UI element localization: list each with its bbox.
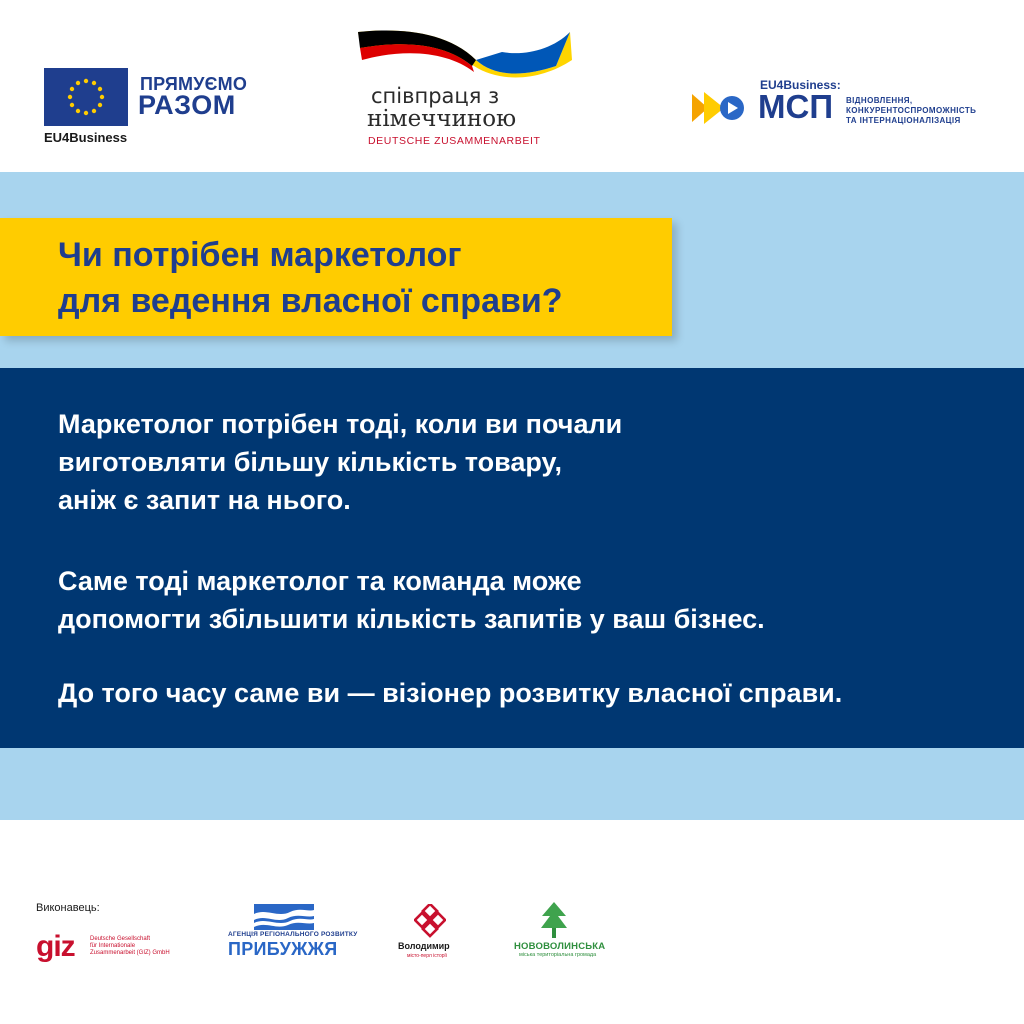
giz-logo: giz [36,930,75,963]
germany-cooperation-line1: співпраця з [371,84,500,108]
msp-description [846,96,1006,126]
paragraph-2-line: Саме тоді маркетолог та команда може [58,566,582,596]
prybuzhzhia-waves-icon [254,904,314,930]
eu-flag-icon [44,68,128,126]
eu-tagline-top: ПРЯМУЄМО [140,74,248,94]
germany-cooperation-line3: DEUTSCHE ZUSAMMENARBEIT [368,135,541,147]
german-ukrainian-ribbon-icon [356,26,576,86]
paragraph-3-line: До того часу саме ви — візіонер розвитку власної справи. [58,678,843,708]
giz-full-name [90,936,170,957]
footer [0,820,1024,1024]
page-title-line1: Чи потрібен маркетолог [58,236,462,274]
msp-arrows-icon [692,90,748,126]
volodymyr-name: Володимир [398,941,450,951]
paragraph-1-line: виготовляти більшу кількість товару, [58,447,563,477]
giz-line3: Zusammenarbeit (GIZ) GmbH [90,950,170,956]
msp-desc-line3: ТА ІНТЕРНАЦІОНАЛІЗАЦІЯ [846,116,961,125]
paragraph-1-line: аніж є запит на нього. [58,485,351,515]
page-title-line2: для ведення власної справи? [58,282,563,320]
paragraph-1-line: Маркетолог потрібен тоді, коли ви почали [58,409,623,439]
prybuzhzhia-name: ПРИБУЖЖЯ [228,939,338,959]
novovolynsk-name: НОВОВОЛИНСЬКА [514,941,606,952]
giz-line2: für Internationale [90,943,136,949]
prybuzhzhia-agency-label: АГЕНЦІЯ РЕГІОНАЛЬНОГО РОЗВИТКУ [228,931,358,938]
eu-tagline-bottom: РАЗОМ [138,90,236,120]
msp-program-label: EU4Business: [760,78,841,92]
giz-line1: Deutsche Gesellschaft [90,936,151,942]
executor-label: Виконавець: [36,902,100,914]
eu-program-label: EU4Business [44,130,128,145]
novovolynsk-subtitle: міська територіальна громада [519,952,597,958]
novovolynsk-tree-icon [540,902,568,938]
paragraph-2-line: допомогти збільшити кількість запитів у ваш бізнес. [58,604,765,634]
msp-title: МСП [758,88,834,125]
germany-cooperation-line2: німеччиною [367,106,517,132]
msp-desc-line1: ВІДНОВЛЕННЯ, [846,96,913,105]
paragraph-1 [58,405,622,519]
volodymyr-ornament-icon [414,904,446,938]
msp-desc-line2: КОНКУРЕНТОСПРОМОЖНІСТЬ [846,106,977,115]
paragraph-3 [58,674,842,712]
paragraph-2 [58,562,765,638]
volodymyr-subtitle: місто-перл історії [407,953,448,959]
